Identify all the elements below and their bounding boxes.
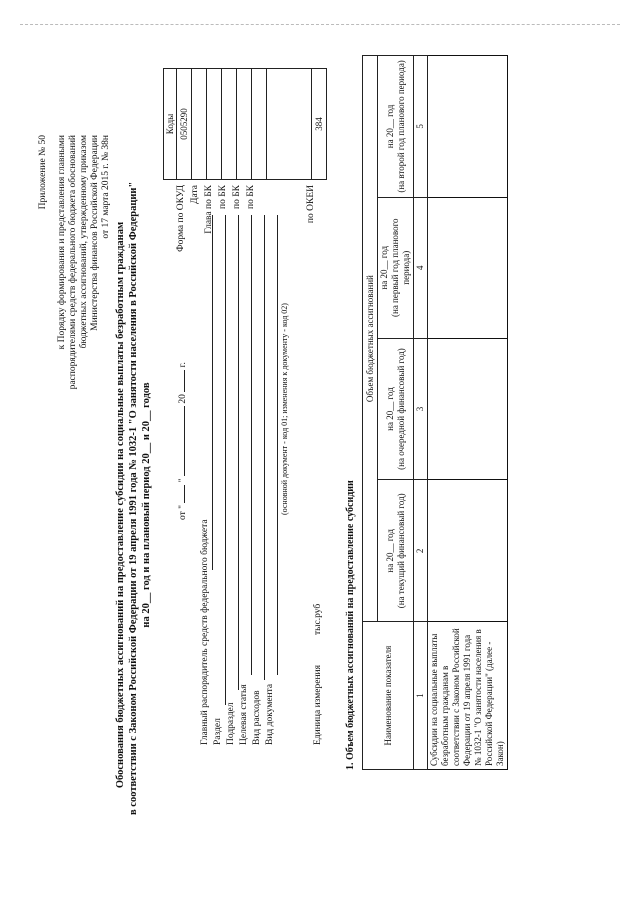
unit-label: Единица измерения: [313, 665, 323, 745]
code-label-okei: по ОКЕИ: [306, 185, 316, 224]
code-value-date: [192, 69, 207, 180]
code-label-bk: по БК: [232, 185, 242, 210]
scan-edge-line: [20, 23, 620, 25]
title-line-3: на 20__ год и на плановый период 20__ и 20__ годов: [141, 382, 152, 628]
year-desc: (на очередной финансовый год): [395, 348, 406, 470]
field-expense-type: Вид расходов: [252, 690, 262, 745]
col-num-2: 2: [414, 480, 428, 622]
code-label-bk: по БК: [246, 185, 256, 210]
appendix-line: от 17 марта 2015 г. № 38н: [101, 135, 111, 239]
field-target-article: Целевая статья: [239, 684, 249, 745]
budget-table: [362, 55, 508, 770]
code-value-bk: [252, 69, 267, 180]
col-header-year-2: [378, 338, 414, 480]
year-label: на 20__ год: [384, 529, 395, 573]
table-cell: [428, 338, 508, 480]
table-cell: [428, 197, 508, 338]
col-num-3: 3: [414, 338, 428, 480]
code-label-glava: Глава по БК: [204, 185, 214, 234]
col-num-5: 5: [414, 56, 428, 198]
year-desc: (на первый год планового периода): [390, 218, 411, 317]
appendix-line: бюджетных ассигнований, утвержденному приказом: [79, 135, 89, 349]
year-desc: (на второй год планового периода): [395, 60, 406, 193]
date-line: от " " 20 г.: [178, 362, 188, 520]
appendix-line: Министерства финансов Российской Федерации: [90, 135, 100, 331]
code-value-blank: [267, 69, 312, 180]
appendix-number: Приложение № 50: [38, 135, 48, 210]
field-document-type: Вид документа: [265, 683, 275, 745]
code-label-bk: по БК: [218, 185, 228, 210]
code-value-okud: 0505290: [177, 69, 192, 180]
col-header-name: Наименование показателя: [363, 622, 414, 770]
code-value-glava: [207, 69, 222, 180]
appendix-line: распорядителями средств федерального бюджета обоснований: [68, 135, 78, 390]
col-num-4: 4: [414, 197, 428, 338]
section-1-heading: 1. Объем бюджетных ассигнований на предоставление субсидии: [345, 480, 356, 770]
year-label: на 20__ год: [379, 245, 389, 290]
appendix-line: к Порядку формирования и представления главными: [57, 135, 67, 350]
title-line-2: в соответствии с Законом Российской Федерации от 19 апреля 1991 года № 1032-1 "О занятости населения в Российской Федерации": [128, 181, 139, 815]
field-main-manager: Главный распорядитель средств федерального бюджета: [200, 519, 210, 745]
col-header-year-1: [378, 480, 414, 622]
field-subsection: Подраздел: [226, 702, 236, 745]
code-value-bk: [222, 69, 237, 180]
table-cell: [428, 480, 508, 622]
table-cell: [428, 56, 508, 198]
col-header-year-3: [378, 197, 414, 338]
col-header-year-4: [378, 56, 414, 198]
field-section: Раздел: [213, 718, 223, 745]
code-value-okei: 384: [312, 69, 327, 180]
document-type-note: (основной документ - код 01; изменения к документу - код 02): [280, 303, 289, 515]
year-label: на 20__ год: [384, 104, 395, 149]
year-desc: (на текущий финансовый год): [395, 493, 406, 609]
table-row-subsidy-name: Субсидии на социальные выплаты безработным гражданам в соответствии с Законом Российской Федерации от 19 апреля 1991 года № 1032-1 "О занятости населения в Российской Федерации" (далее - Закон): [428, 622, 508, 770]
year-label: на 20__ год: [384, 387, 395, 431]
code-label-date: Дата: [190, 185, 200, 204]
codes-table: [163, 68, 327, 180]
appendix-block: [38, 135, 112, 475]
col-header-group: Объем бюджетных ассигнований: [363, 56, 378, 622]
codes-header: Коды: [164, 69, 177, 180]
code-value-bk: [237, 69, 252, 180]
unit-value: тыс.руб: [313, 603, 323, 635]
code-label-okud: Форма по ОКУД: [176, 185, 186, 252]
col-num-1: 1: [414, 622, 428, 770]
title-line-1: Обоснования бюджетных ассигнований на предоставление субсидии на социальные выплаты безработным гражданам: [115, 221, 126, 789]
